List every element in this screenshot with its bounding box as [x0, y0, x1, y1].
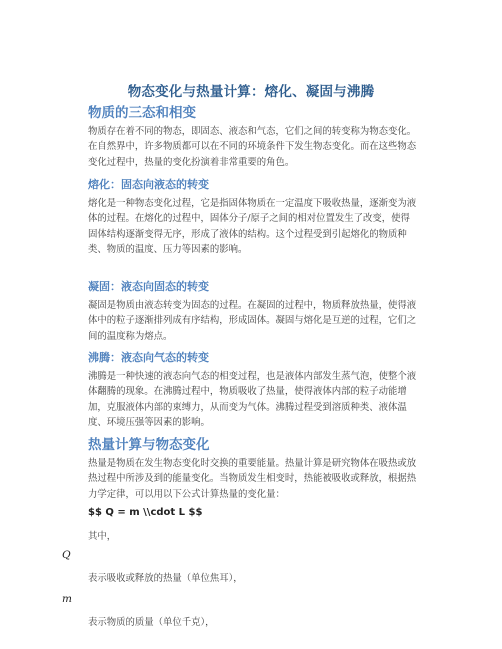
variable-q: Q	[62, 549, 71, 561]
paragraph-melting	[88, 196, 418, 257]
variable-q-description: 表示吸收或释放的热量（单位焦耳），	[88, 573, 243, 584]
paragraph-heat-text: 热量是物质在发生物态变化时交换的重要能量。热量计算是研究物体在吸热或放热过程中所涉及到的能量变化。当物质发生相变时，热能被吸收或释放，根据热力学定律，可以用以下公式计算热量的变化量：	[88, 458, 417, 500]
where-label: 其中，	[88, 531, 117, 542]
paragraph-heat	[88, 456, 418, 502]
paragraph-solidifying	[88, 298, 418, 344]
paragraph-states-text: 物质存在着不同的物态，即固态、液态和气态，它们之间的转变称为物态变化。在自然界中，许多物质都可以在不同的环境条件下发生物态变化。而在这些物态变化过程中，热量的变化扮演着非常重要的角色。	[88, 126, 417, 168]
paragraph-solidifying-text: 凝固是物质由液态转变为固态的过程。在凝固的过程中，物质释放热量，使得液体中的粒子逐渐排列成有序结构，形成固体。凝固与熔化是互逆的过程，它们之间的温度称为熔点。	[88, 300, 417, 342]
heading-heat: 热量计算与物态变化	[88, 437, 210, 453]
paragraph-states	[88, 124, 418, 170]
heading-states: 物质的三态和相变	[88, 105, 196, 121]
paragraph-melting-text: 熔化是一种物态变化过程，它是指固体物质在一定温度下吸收热量，逐渐变为液体的过程。在熔化的过程中，固体分子/原子之间的相对位置发生了改变，使得固体结构逐渐变得无序，形成了液体的结构。这个过程受到引起熔化的物质种类、物质的温度、压力等因素的影响。	[88, 198, 417, 255]
document-title: 物态变化与热量计算：熔化、凝固与沸腾	[127, 84, 375, 100]
heading-melting: 熔化：固态向液态的转变	[88, 178, 209, 191]
variable-m-description: 表示物质的质量（单位千克），	[88, 617, 215, 628]
heading-solidifying: 凝固：液态向固态的转变	[88, 280, 209, 293]
paragraph-boiling	[88, 369, 418, 430]
paragraph-boiling-text: 沸腾是一种快速的液态向气态的相变过程，也是液体内部发生蒸气泡，使整个液体翻腾的现象。在沸腾过程中，物质吸收了热量，使得液体内部的粒子动能增加，克服液体内部的束缚力，从而变为气体。沸腾过程受到溶质种类、液体温度、环境压强等因素的影响。	[88, 371, 417, 428]
variable-m: m	[62, 593, 72, 605]
heading-boiling: 沸腾：液态向气态的转变	[88, 351, 209, 364]
heat-formula: $$ Q = m \\cdot L $$	[88, 507, 203, 518]
